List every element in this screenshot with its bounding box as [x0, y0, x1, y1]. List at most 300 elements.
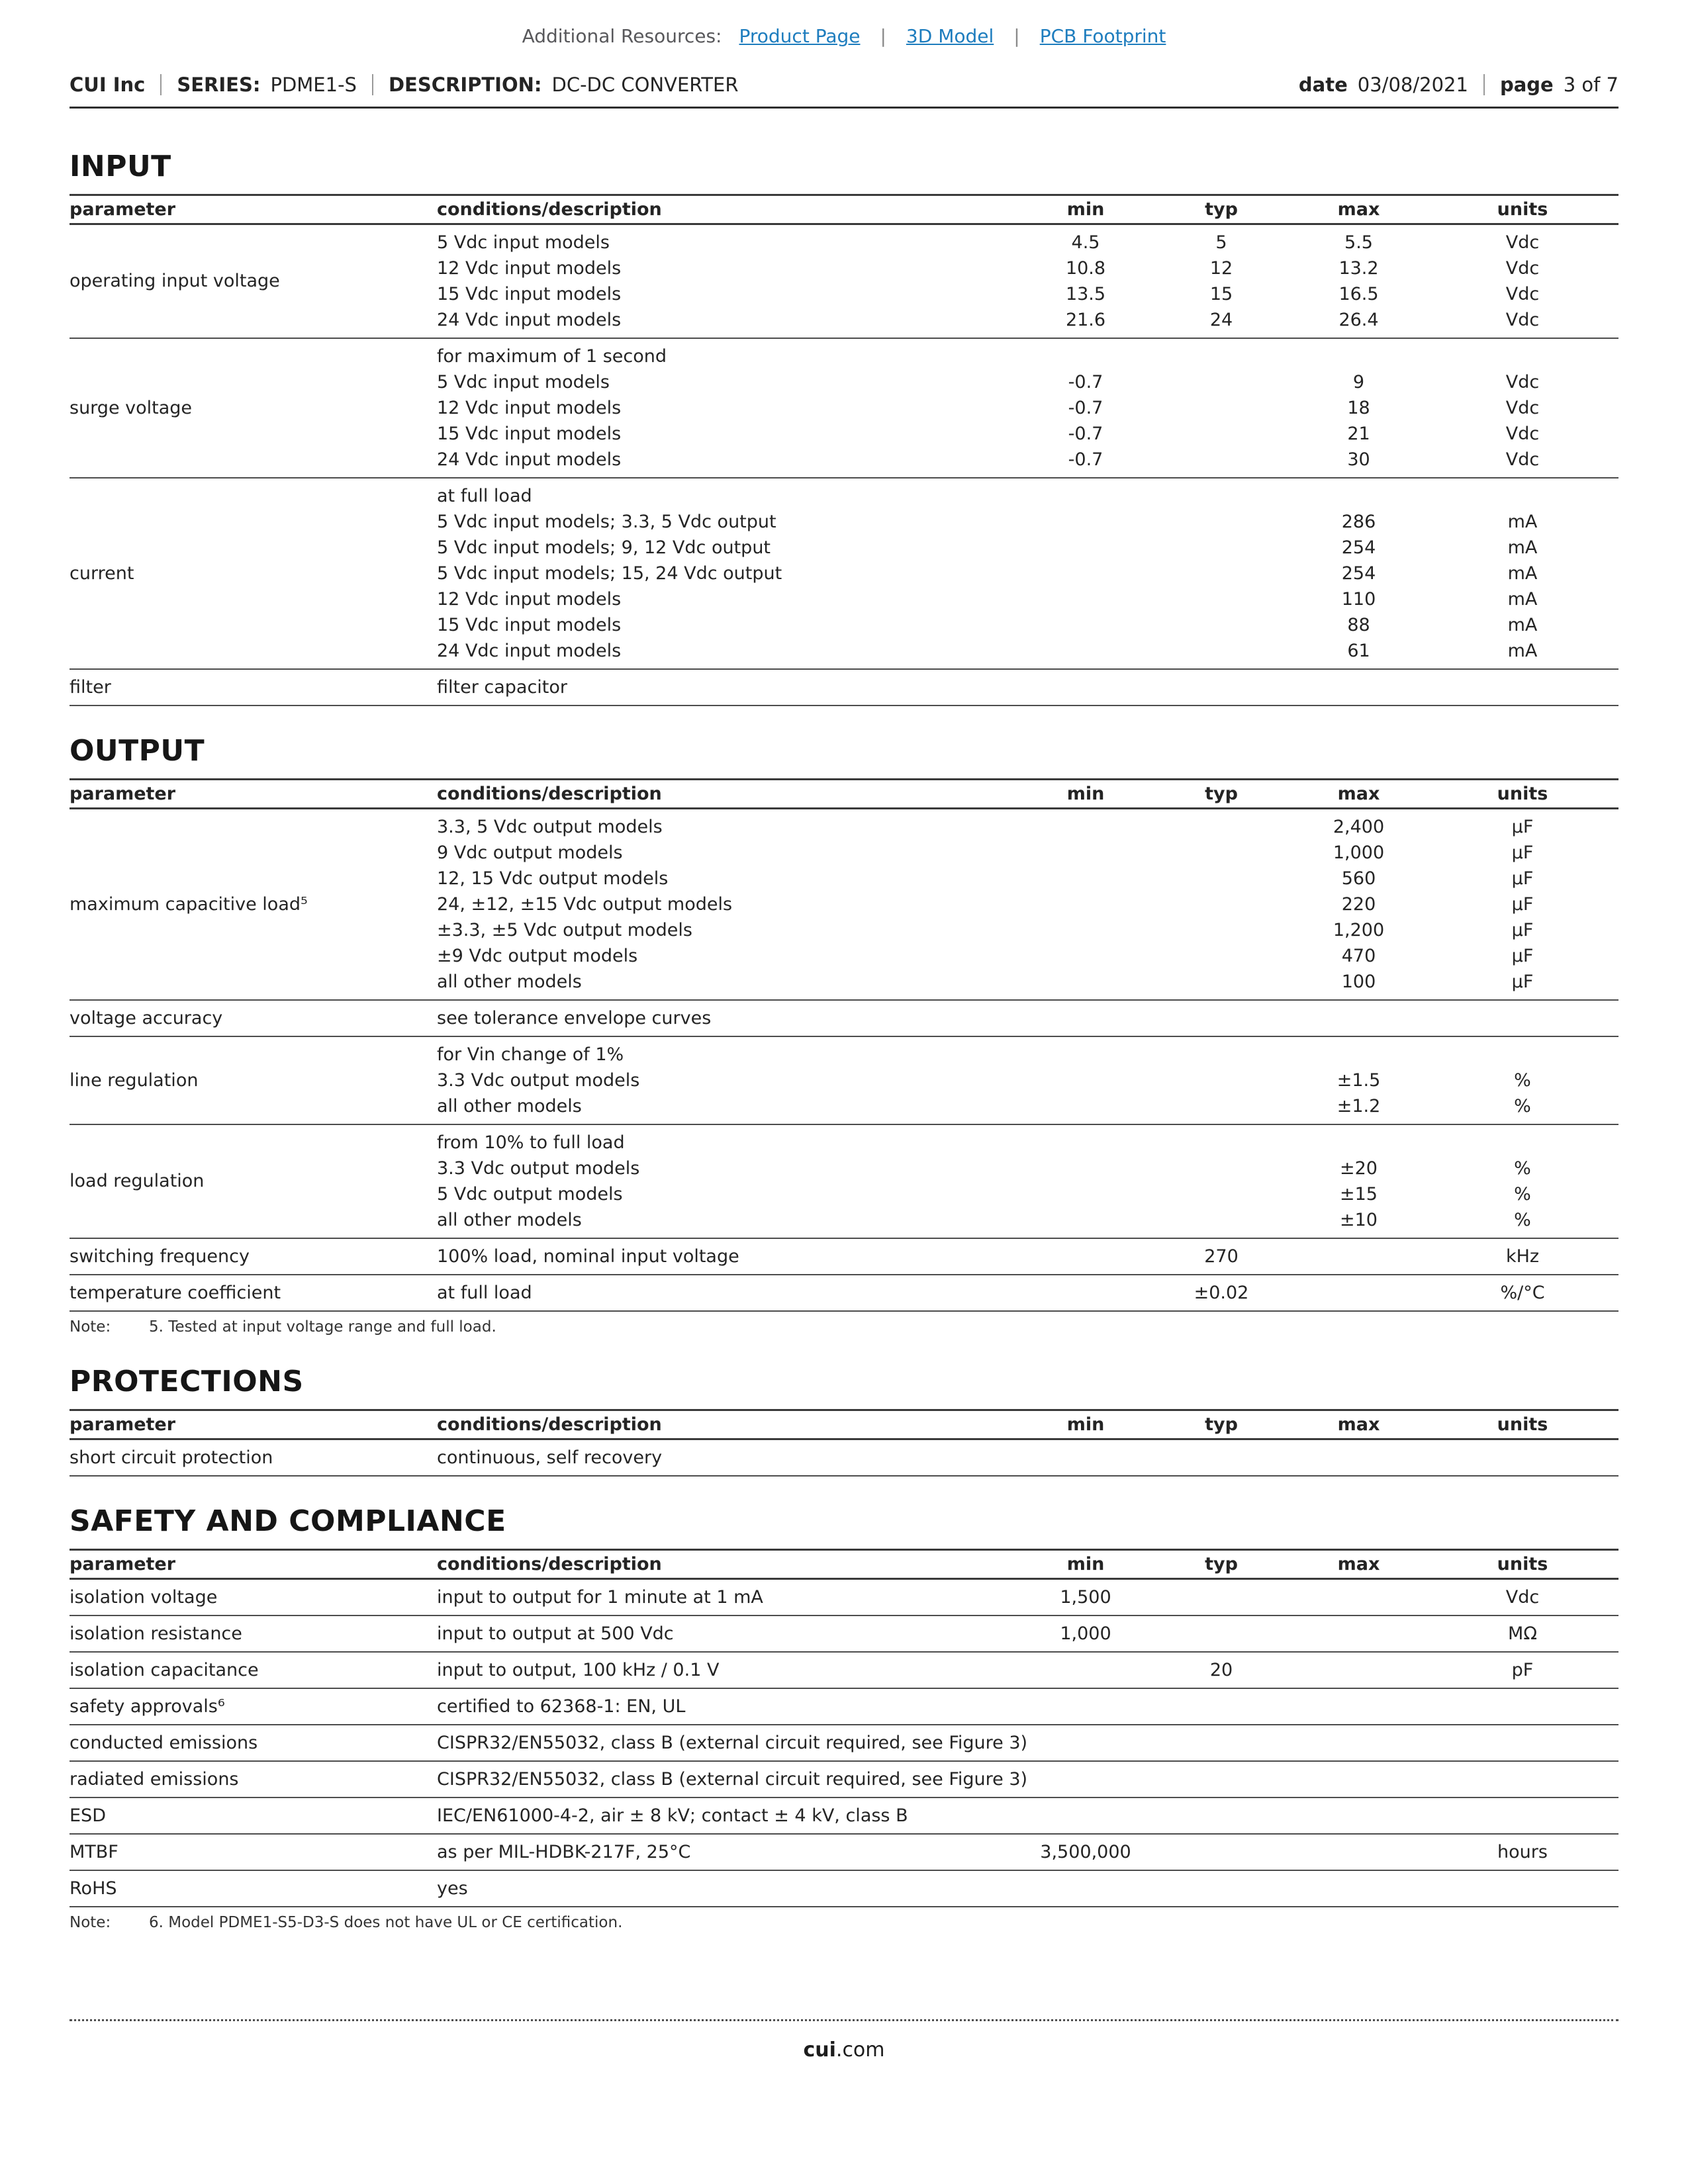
note-row: [70, 1312, 1618, 1337]
column-header-min: min: [1066, 784, 1105, 804]
row-lines: [437, 1766, 1618, 1792]
sections: [70, 109, 1618, 1933]
parameter-cell: maximum capacitive load⁵: [70, 893, 308, 915]
table-row: [70, 1689, 1618, 1725]
max-cell: 26.4: [1338, 310, 1379, 330]
note-text: 6. Model PDME1-S5-D3-S does not have UL or CE certification.: [149, 1914, 623, 1931]
column-header-max: max: [1337, 1414, 1380, 1435]
max-cell: [1291, 1730, 1427, 1756]
typ-cell: [1152, 1839, 1291, 1865]
min-cell: 1,000: [1060, 1623, 1111, 1644]
table-line: [437, 840, 1618, 866]
condition-cell: 24, ±12, ±15 Vdc output models: [437, 894, 733, 915]
table-row: [70, 1653, 1618, 1689]
product-page-link[interactable]: Product Page: [739, 25, 861, 47]
parameter-cell: current: [70, 563, 134, 584]
typ-cell: [1152, 421, 1291, 447]
row-lines: [437, 1694, 1618, 1719]
parameter-cell: isolation voltage: [70, 1586, 218, 1608]
column-header-conditions: conditions/description: [437, 199, 662, 220]
table-row: [70, 225, 1618, 339]
column-header-units: units: [1497, 1554, 1548, 1574]
section-title: INPUT: [70, 150, 171, 183]
table-row: [70, 1762, 1618, 1798]
typ-cell: [1152, 395, 1291, 421]
typ-cell: [1152, 1068, 1291, 1093]
column-header-max: max: [1337, 1554, 1380, 1574]
condition-cell: all other models: [437, 1096, 582, 1116]
max-cell: [1291, 1621, 1427, 1647]
typ-cell: [1152, 509, 1291, 535]
min-cell: [1019, 1005, 1152, 1031]
min-cell: [1019, 866, 1152, 891]
table-line: [437, 561, 1618, 586]
table-line: [437, 535, 1618, 561]
max-cell: 30: [1347, 449, 1370, 470]
row-lines: [437, 1730, 1618, 1756]
note-row: [70, 1907, 1618, 1933]
units-cell: Vdc: [1505, 449, 1540, 470]
max-cell: ±1.5: [1336, 1070, 1381, 1091]
min-cell: [1019, 1130, 1152, 1156]
typ-cell: [1152, 1876, 1291, 1901]
column-header-conditions: conditions/description: [437, 784, 662, 804]
typ-cell: [1152, 1005, 1291, 1031]
condition-cell: 12 Vdc input models: [437, 398, 622, 418]
units-cell: [1427, 1042, 1618, 1068]
condition-cell: ±9 Vdc output models: [437, 946, 638, 966]
typ-cell: [1152, 1207, 1291, 1233]
row-lines: [437, 483, 1618, 664]
table-line: [437, 447, 1618, 473]
units-cell: hours: [1497, 1842, 1548, 1862]
units-cell: µF: [1511, 946, 1534, 966]
typ-cell: ±0.02: [1194, 1283, 1249, 1303]
typ-cell: [1152, 561, 1291, 586]
typ-cell: [1152, 1042, 1291, 1068]
row-lines: [437, 1876, 1618, 1901]
row-lines: [437, 1803, 1618, 1829]
page-label: page: [1499, 73, 1554, 96]
units-cell: µF: [1511, 817, 1534, 837]
parameter-cell: conducted emissions: [70, 1732, 258, 1753]
resources-label: Additional Resources:: [522, 25, 722, 47]
note-text: 5. Tested at input voltage range and full load.: [149, 1318, 496, 1336]
condition-cell: 5 Vdc input models; 15, 24 Vdc output: [437, 563, 782, 584]
condition-cell: 15 Vdc input models: [437, 284, 622, 304]
condition-cell: 24 Vdc input models: [437, 449, 622, 470]
condition-cell: 12 Vdc input models: [437, 589, 622, 610]
typ-cell: [1152, 866, 1291, 891]
parameter-cell: surge voltage: [70, 397, 193, 418]
typ-cell: [1152, 969, 1291, 995]
table-row: [70, 670, 1618, 706]
section-protections: [70, 1365, 1618, 1477]
units-cell: %: [1514, 1210, 1531, 1230]
column-header-parameter: parameter: [70, 1414, 176, 1435]
table-header-row: [70, 1409, 1618, 1440]
min-cell: [1019, 840, 1152, 866]
typ-cell: [1152, 1694, 1291, 1719]
table-line: [437, 674, 1618, 700]
max-cell: 254: [1341, 537, 1376, 558]
condition-cell: yes: [437, 1878, 468, 1899]
pcb-footprint-link[interactable]: PCB Footprint: [1039, 25, 1166, 47]
max-cell: 254: [1341, 563, 1376, 584]
table-row: [70, 1798, 1618, 1835]
table-line: [437, 1445, 1618, 1471]
max-cell: 61: [1347, 641, 1370, 661]
typ-cell: [1152, 343, 1291, 369]
table-line: [437, 509, 1618, 535]
typ-cell: [1152, 1181, 1291, 1207]
min-cell: [1019, 969, 1152, 995]
min-cell: [1019, 1244, 1152, 1269]
row-lines: [437, 1005, 1618, 1031]
units-cell: [1427, 1005, 1618, 1031]
table-line: [437, 343, 1618, 369]
max-cell: ±10: [1340, 1210, 1378, 1230]
max-cell: [1291, 483, 1427, 509]
table-line: [437, 1042, 1618, 1068]
units-cell: [1427, 674, 1618, 700]
row-lines: [437, 1042, 1618, 1119]
typ-cell: [1152, 814, 1291, 840]
min-cell: 10.8: [1065, 258, 1106, 279]
typ-cell: [1152, 586, 1291, 612]
typ-cell: [1152, 483, 1291, 509]
parameter-cell: ESD: [70, 1805, 106, 1826]
condition-cell: 5 Vdc output models: [437, 1184, 623, 1205]
table-line: [437, 943, 1618, 969]
table-row: [70, 1440, 1618, 1477]
table-row: [70, 478, 1618, 670]
typ-cell: 5: [1215, 232, 1227, 253]
parameter-cell: load regulation: [70, 1171, 205, 1191]
table-line: [437, 1657, 1618, 1683]
date-label: date: [1298, 73, 1348, 96]
table-line: [437, 255, 1618, 281]
separator: |: [880, 25, 886, 47]
condition-cell: input to output, 100 kHz / 0.1 V: [437, 1660, 720, 1680]
units-cell: µF: [1511, 842, 1534, 863]
section-input: [70, 150, 1618, 706]
typ-cell: 12: [1209, 258, 1233, 279]
parameter-cell: RoHS: [70, 1878, 117, 1899]
condition-cell: 15 Vdc input models: [437, 615, 622, 635]
min-cell: [1019, 674, 1152, 700]
condition-cell: 100% load, nominal input voltage: [437, 1246, 739, 1267]
units-cell: [1427, 1130, 1618, 1156]
condition-cell: at full load: [437, 486, 532, 506]
min-cell: 3,500,000: [1040, 1842, 1131, 1862]
masthead: [70, 73, 1618, 109]
section-safety-and-compliance: [70, 1504, 1618, 1933]
max-cell: 1,000: [1333, 842, 1385, 863]
condition-cell: input to output for 1 minute at 1 mA: [437, 1587, 763, 1608]
condition-cell: 5 Vdc input models; 9, 12 Vdc output: [437, 537, 771, 558]
series-value: PDME1-S: [270, 73, 357, 96]
min-cell: [1019, 1803, 1152, 1829]
table-row: [70, 1835, 1618, 1871]
typ-cell: [1152, 369, 1291, 395]
typ-cell: 15: [1209, 284, 1233, 304]
column-header-typ: typ: [1205, 199, 1238, 220]
units-cell: Vdc: [1505, 232, 1540, 253]
table-line: [437, 1093, 1618, 1119]
min-cell: 21.6: [1065, 310, 1106, 330]
table-line: [437, 1803, 1618, 1829]
table-line: [437, 814, 1618, 840]
units-cell: %: [1514, 1070, 1531, 1091]
min-cell: [1019, 483, 1152, 509]
row-lines: [437, 1584, 1618, 1610]
typ-cell: [1152, 674, 1291, 700]
divider: [372, 74, 373, 95]
page-number: 3 of 7: [1563, 73, 1618, 96]
units-cell: [1427, 1876, 1618, 1901]
units-cell: %: [1514, 1184, 1531, 1205]
min-cell: 1,500: [1060, 1587, 1111, 1608]
units-cell: µF: [1511, 868, 1534, 889]
row-lines: [437, 1244, 1618, 1269]
typ-cell: [1152, 1730, 1291, 1756]
table-line: [437, 395, 1618, 421]
condition-cell: 9 Vdc output models: [437, 842, 623, 863]
condition-cell: 12, 15 Vdc output models: [437, 868, 669, 889]
max-cell: [1291, 1130, 1427, 1156]
typ-cell: [1152, 943, 1291, 969]
table-line: [437, 969, 1618, 995]
max-cell: [1291, 1280, 1427, 1306]
units-cell: %: [1514, 1158, 1531, 1179]
min-cell: [1019, 1093, 1152, 1119]
table-line: [437, 369, 1618, 395]
table-line: [437, 1181, 1618, 1207]
parameter-cell: temperature coefficient: [70, 1282, 281, 1303]
min-cell: 13.5: [1065, 284, 1106, 304]
parameter-cell: short circuit protection: [70, 1447, 273, 1468]
column-header-max: max: [1337, 784, 1380, 804]
condition-cell: IEC/EN61000-4-2, air ± 8 kV; contact ± 4 kV, class B: [437, 1805, 908, 1826]
units-cell: mA: [1507, 641, 1538, 661]
condition-cell: continuous, self recovery: [437, 1447, 663, 1468]
max-cell: 13.2: [1338, 258, 1379, 279]
condition-cell: 24 Vdc input models: [437, 641, 622, 661]
max-cell: 470: [1341, 946, 1376, 966]
max-cell: [1291, 1005, 1427, 1031]
condition-cell: all other models: [437, 1210, 582, 1230]
condition-cell: at full load: [437, 1283, 532, 1303]
units-cell: Vdc: [1505, 398, 1540, 418]
column-header-units: units: [1497, 1414, 1548, 1435]
condition-cell: 3.3, 5 Vdc output models: [437, 817, 663, 837]
max-cell: ±20: [1340, 1158, 1378, 1179]
typ-cell: [1152, 1093, 1291, 1119]
table-header-row: [70, 1549, 1618, 1580]
table-row: [70, 1239, 1618, 1275]
table-header-row: [70, 194, 1618, 225]
table-line: [437, 1280, 1618, 1306]
min-cell: [1019, 1766, 1152, 1792]
units-cell: mA: [1507, 512, 1538, 532]
footer-brand: cui: [803, 2038, 836, 2062]
parameter-cell: switching frequency: [70, 1246, 250, 1267]
table-line: [437, 483, 1618, 509]
units-cell: µF: [1511, 920, 1534, 940]
row-lines: [437, 1445, 1618, 1471]
max-cell: [1291, 1876, 1427, 1901]
table-line: [437, 1068, 1618, 1093]
column-header-min: min: [1066, 199, 1105, 220]
table-row: [70, 1001, 1618, 1037]
table-line: [437, 866, 1618, 891]
typ-cell: 24: [1209, 310, 1233, 330]
condition-cell: CISPR32/EN55032, class B (external circuit required, see Figure 3): [437, 1733, 1028, 1753]
table-line: [437, 281, 1618, 307]
column-header-units: units: [1497, 199, 1548, 220]
max-cell: [1291, 1445, 1427, 1471]
max-cell: [1291, 1042, 1427, 1068]
separator: |: [1013, 25, 1020, 47]
units-cell: mA: [1507, 589, 1538, 610]
condition-cell: 24 Vdc input models: [437, 310, 622, 330]
condition-cell: all other models: [437, 972, 582, 992]
units-cell: µF: [1511, 894, 1534, 915]
min-cell: [1019, 509, 1152, 535]
min-cell: [1019, 1042, 1152, 1068]
row-lines: [437, 1130, 1618, 1233]
min-cell: [1019, 1694, 1152, 1719]
table-line: [437, 1244, 1618, 1269]
min-cell: [1019, 343, 1152, 369]
column-header-parameter: parameter: [70, 199, 176, 220]
typ-cell: 20: [1209, 1660, 1233, 1680]
column-header-typ: typ: [1205, 784, 1238, 804]
min-cell: [1019, 561, 1152, 586]
units-cell: µF: [1511, 972, 1534, 992]
table-line: [437, 1156, 1618, 1181]
table-line: [437, 230, 1618, 255]
units-cell: Vdc: [1505, 284, 1540, 304]
row-lines: [437, 343, 1618, 473]
table-line: [437, 1876, 1618, 1901]
typ-cell: [1152, 612, 1291, 638]
max-cell: 9: [1352, 372, 1365, 392]
units-cell: %: [1514, 1096, 1531, 1116]
table-line: [437, 917, 1618, 943]
condition-cell: certified to 62368-1: EN, UL: [437, 1696, 686, 1717]
condition-cell: 3.3 Vdc output models: [437, 1158, 640, 1179]
max-cell: [1291, 1766, 1427, 1792]
column-header-min: min: [1066, 1414, 1105, 1435]
row-lines: [437, 674, 1618, 700]
table-header-row: [70, 778, 1618, 809]
column-header-typ: typ: [1205, 1414, 1238, 1435]
min-cell: [1019, 1207, 1152, 1233]
typ-cell: [1152, 1621, 1291, 1647]
company-name: CUI Inc: [70, 73, 146, 96]
max-cell: 220: [1341, 894, 1376, 915]
condition-cell: ±3.3, ±5 Vdc output models: [437, 920, 692, 940]
row-lines: [437, 1839, 1618, 1865]
parameter-cell: safety approvals⁶: [70, 1696, 225, 1717]
max-cell: ±15: [1340, 1184, 1378, 1205]
min-cell: [1019, 891, 1152, 917]
masthead-right: [1299, 73, 1618, 96]
page-footer: [70, 2019, 1618, 2062]
section-output: [70, 734, 1618, 1337]
table-line: [437, 612, 1618, 638]
min-cell: 4.5: [1071, 232, 1100, 253]
units-cell: Vdc: [1505, 1587, 1540, 1608]
condition-cell: filter capacitor: [437, 677, 568, 698]
3d-model-link[interactable]: 3D Model: [906, 25, 994, 47]
divider: [1483, 74, 1485, 95]
units-cell: Vdc: [1505, 310, 1540, 330]
min-cell: [1019, 1280, 1152, 1306]
max-cell: [1291, 1694, 1427, 1719]
units-cell: pF: [1511, 1660, 1534, 1680]
min-cell: [1019, 612, 1152, 638]
max-cell: 88: [1347, 615, 1370, 635]
table-line: [437, 1207, 1618, 1233]
min-cell: [1019, 586, 1152, 612]
condition-cell: 15 Vdc input models: [437, 424, 622, 444]
max-cell: [1291, 1657, 1427, 1683]
note-label: Note:: [70, 1914, 111, 1931]
max-cell: [1291, 674, 1427, 700]
parameter-cell: line regulation: [70, 1069, 199, 1091]
units-cell: [1427, 343, 1618, 369]
series-label: SERIES:: [177, 73, 261, 96]
max-cell: 16.5: [1338, 284, 1379, 304]
units-cell: [1427, 483, 1618, 509]
table-line: [437, 638, 1618, 664]
parameter-cell: operating input voltage: [70, 271, 280, 291]
max-cell: 100: [1341, 972, 1376, 992]
units-cell: [1427, 1694, 1618, 1719]
condition-cell: input to output at 500 Vdc: [437, 1623, 674, 1644]
column-header-min: min: [1066, 1554, 1105, 1574]
table-row: [70, 1725, 1618, 1762]
row-lines: [437, 230, 1618, 333]
table-row: [70, 809, 1618, 1001]
units-cell: [1427, 1445, 1618, 1471]
min-cell: -0.7: [1068, 372, 1103, 392]
typ-cell: [1152, 891, 1291, 917]
condition-cell: 5 Vdc input models: [437, 232, 610, 253]
min-cell: [1019, 1156, 1152, 1181]
column-header-typ: typ: [1205, 1554, 1238, 1574]
table-line: [437, 891, 1618, 917]
date-value: 03/08/2021: [1357, 73, 1468, 96]
column-header-max: max: [1337, 199, 1380, 220]
column-header-conditions: conditions/description: [437, 1554, 662, 1574]
section-title: OUTPUT: [70, 734, 205, 768]
max-cell: [1291, 1584, 1427, 1610]
parameter-cell: isolation resistance: [70, 1623, 242, 1644]
units-cell: %/°C: [1500, 1283, 1545, 1303]
typ-cell: [1152, 1766, 1291, 1792]
typ-cell: 270: [1204, 1246, 1239, 1267]
typ-cell: [1152, 1584, 1291, 1610]
min-cell: [1019, 943, 1152, 969]
table-line: [437, 1621, 1618, 1647]
min-cell: [1019, 814, 1152, 840]
table-line: [437, 586, 1618, 612]
table-line: [437, 1766, 1618, 1792]
